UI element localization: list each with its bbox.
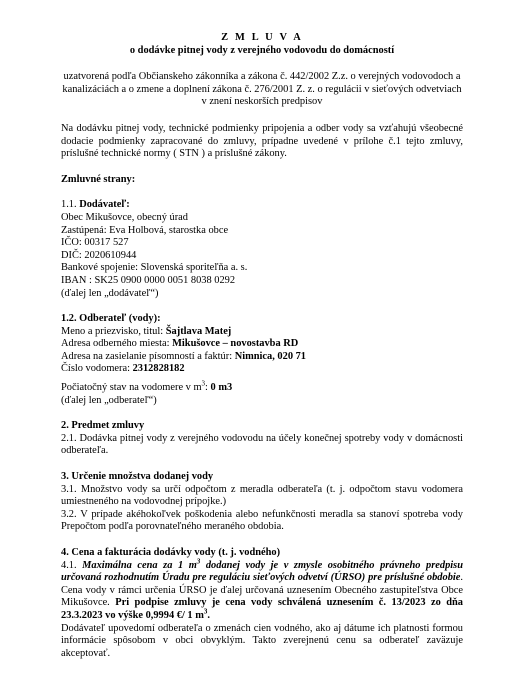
customer-mail-label: Adresa na zasielanie písomností a faktúr: xyxy=(61,350,233,362)
section-4-p2: Dodávateľ upovedomí odberateľa o zmenách cien vodného, ako aj dátume ich platnosti formou informácie spôsobom v obci obvyklým. Takto zverejnenú cenu sa odberateľ zaväzuje akceptovať. xyxy=(61,622,463,659)
supplier-line: Obec Mikušovce, obecný úrad xyxy=(61,211,188,223)
document-subtitle: o dodávke pitnej vody z verejného vodovodu do domácností xyxy=(129,44,395,56)
section-4-num: 4.1. xyxy=(61,559,77,571)
customer-meter-line xyxy=(61,363,463,376)
customer-name-label: Meno a priezvisko, titul: xyxy=(61,325,164,337)
supplier-line: Zastúpená: Eva Holbová, starostka obce xyxy=(61,224,229,236)
preamble: Na dodávku pitnej vody, technické podmienky pripojenia a odber vody sa vzťahujú všeobecné dodacie podmienky zapracované do zmluvy, prípadne uvedené v prílohe č.1 tejto zmluvy, príslušné technické normy ( STN ) a príslušné zákony. xyxy=(61,122,463,160)
price-council-text: . Cena vody v rámci určenia ÚRSO je ďalej určovaná uznesením Obecného zastupiteľstva Obce Mikušovce. xyxy=(61,572,463,609)
customer-address-label: Adresa odberného miesta: xyxy=(61,338,170,350)
section-3-p2: 3.2. V prípade akéhokoľvek poškodenia alebo nefunkčnosti meradla sa stanoví spotreba vody Prepočtom podľa porovnateľného meraného obdobia. xyxy=(61,508,463,533)
initial-reading-value: 0 m3 xyxy=(210,382,233,394)
section-quantity xyxy=(61,471,463,534)
customer-mail-line xyxy=(61,351,463,364)
price-regulation-b: dodanej vody je v zmysle osobitného právneho predpisu určovaná rozhodnutím Úradu pre reguláciu sieťových odvetví (ÚRSO) pre príslušné obdobie xyxy=(61,559,463,584)
customer-name-line xyxy=(61,326,463,339)
supplier-label: Dodávateľ: xyxy=(79,199,130,211)
customer-name: Šajtlava Matej xyxy=(165,325,232,337)
supplier-number: 1.1. xyxy=(61,199,77,211)
initial-reading-line xyxy=(61,379,463,395)
supplier-line: IBAN : SK25 0900 0000 0051 8038 0292 xyxy=(61,274,236,286)
initial-reading-separator: : xyxy=(205,382,208,394)
customer-address: Mikušovce – novostavba RD xyxy=(172,338,299,350)
price-resolution: Pri podpise zmluvy je cena vody schválená uznesením č. 13/2023 zo dňa 23.3.2023 vo výške 0,9994 €/ 1 m xyxy=(61,597,463,621)
meter-number: 2312828182 xyxy=(132,363,185,375)
supplier-line: DIČ: 2020610944 xyxy=(61,249,137,261)
legal-basis: uzatvorená podľa Občianskeho zákonníka a zákona č. 442/2002 Z.z. o verejných vodovodoch a kanalizáciách a o zmene a doplnení zákona č. 276/2001 Z. z. o regulácii v sieťových odvetviach v znení neskorších predpisov xyxy=(62,71,462,108)
price-resolution-end: . xyxy=(207,609,210,621)
unit-superscript: 3 xyxy=(203,607,208,616)
supplier-block xyxy=(61,199,463,300)
supplier-line: IČO: 00317 527 xyxy=(61,237,129,249)
unit-superscript: 3 xyxy=(196,557,201,566)
supplier-line: Bankové spojenie: Slovenská sporiteľňa a. s. xyxy=(61,262,248,274)
section-4-p1 xyxy=(61,557,463,623)
section-3-p1: 3.1. Množstvo vody sa určí odpočtom z meradla odberateľa (t. j. odpočtom stavu vodomera umiestneného na vodovodnej prípojke.) xyxy=(61,483,463,508)
customer-ref: (ďalej len „odberateľ“) xyxy=(61,394,157,406)
section-3-heading: 3. Určenie množstva dodanej vody xyxy=(61,471,214,483)
initial-reading-label: Počiatočný stav na vodomere v m xyxy=(61,382,202,394)
parties-heading: Zmluvné strany: xyxy=(61,173,136,185)
document-title: Z M L U V A xyxy=(221,32,303,43)
section-2-heading: 2. Predmet zmluvy xyxy=(61,420,145,432)
supplier-heading xyxy=(61,199,463,212)
section-subject xyxy=(61,420,463,458)
price-regulation-a: Maximálna cena za 1 m xyxy=(82,559,197,571)
customer-block xyxy=(61,313,463,407)
supplier-line: (ďalej len „dodávateľ“) xyxy=(61,287,159,299)
section-4-heading: 4. Cena a fakturácia dodávky vody (t. j. vodného) xyxy=(61,547,281,558)
customer-address-line xyxy=(61,338,463,351)
meter-label: Číslo vodomera: xyxy=(61,363,130,375)
section-price xyxy=(61,547,463,660)
customer-heading: 1.2. Odberateľ (vody): xyxy=(61,313,161,325)
section-2-text: 2.1. Dodávka pitnej vody z verejného vodovodu na účely konečnej spotreby vody v domácnosti odberateľa. xyxy=(61,432,463,457)
unit-superscript: 3 xyxy=(201,379,206,388)
customer-mail-address: Nimnica, 020 71 xyxy=(234,350,307,362)
